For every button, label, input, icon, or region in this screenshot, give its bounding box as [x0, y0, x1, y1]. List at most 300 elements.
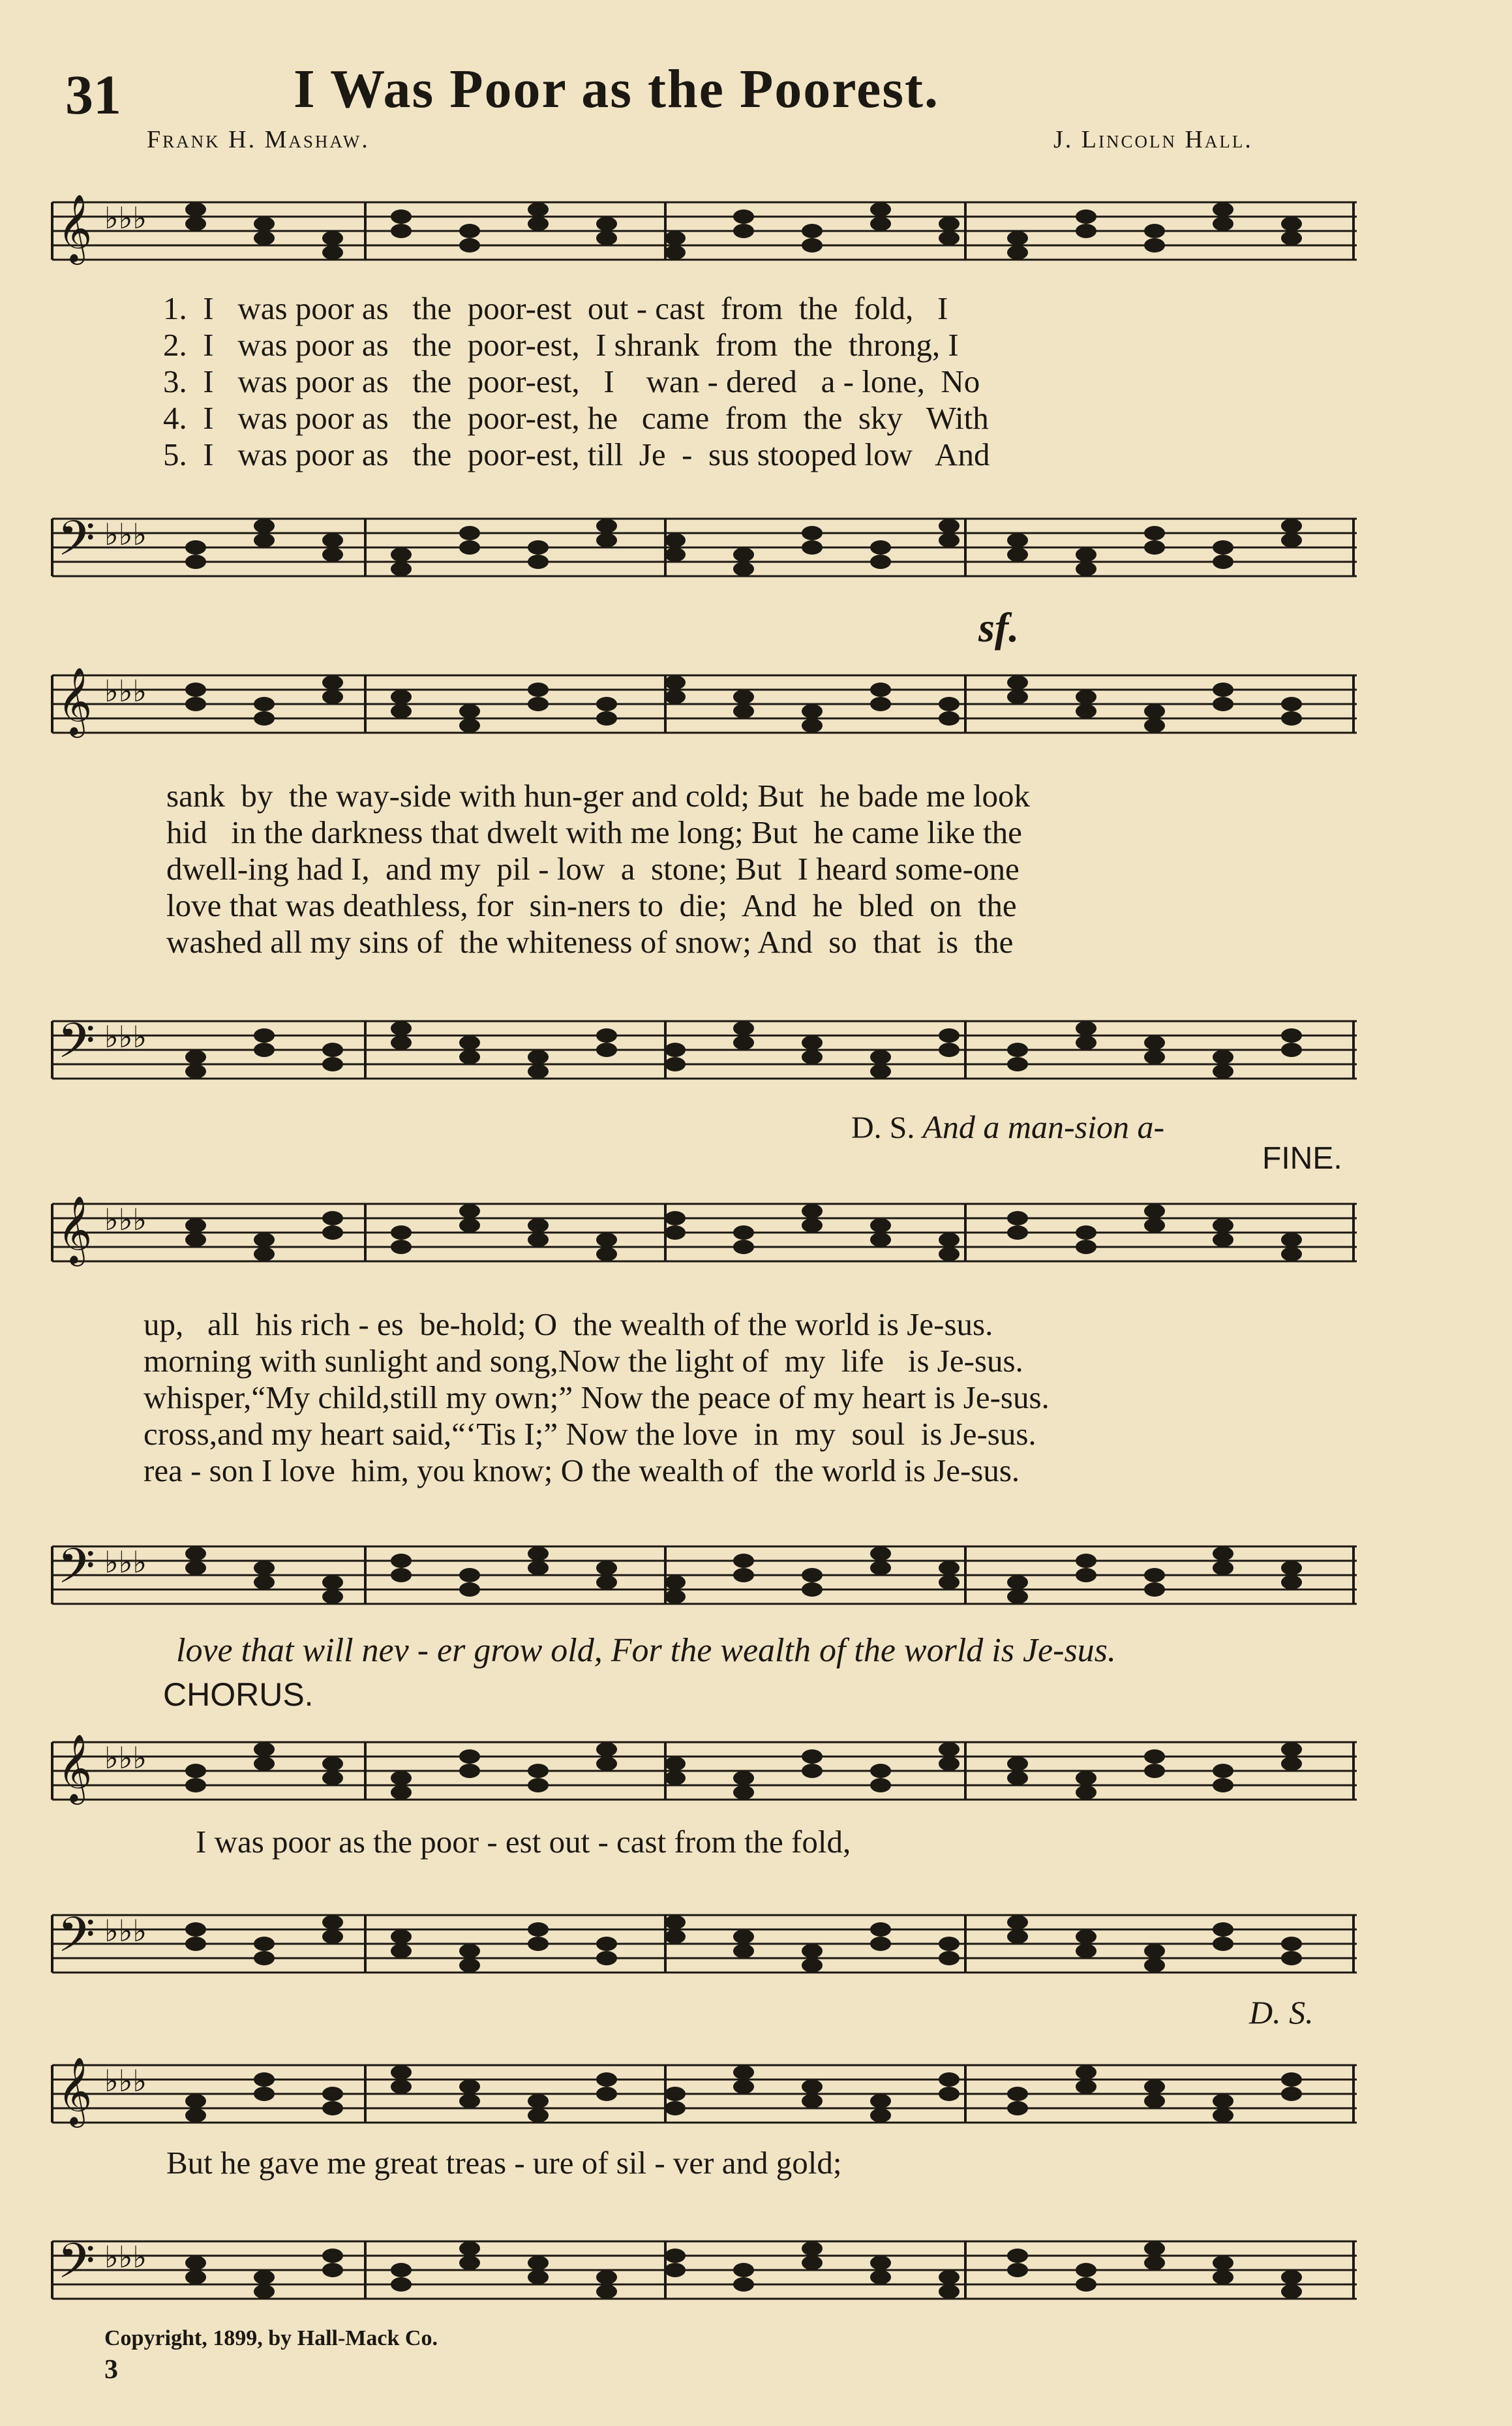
note-head: [322, 2101, 343, 2115]
fine-mark: FINE.: [1262, 1141, 1342, 1176]
note-head: [459, 1582, 480, 1597]
note-head: [870, 2094, 891, 2108]
note-head: [459, 1749, 480, 1764]
note-head: [528, 2108, 549, 2123]
note-head: [391, 1929, 412, 1944]
verse-1-line-3: up, all his rich - es be-hold; O the wealth of the world is Je-sus.: [144, 1306, 993, 1342]
verse-3-line-1: 3. I was poor as the poor-est, I wan - dered a - lone, No: [163, 363, 980, 399]
note-head: [185, 2270, 206, 2284]
note-head: [254, 1561, 275, 1575]
key-signature-flats-icon: ♭♭♭: [104, 673, 147, 709]
verses-block-3: [144, 1308, 1050, 1491]
note-head: [185, 202, 206, 217]
note-head: [322, 1915, 343, 1929]
note-head: [870, 683, 891, 697]
note-head: [939, 1233, 960, 1247]
note-head: [1213, 697, 1233, 711]
note-head: [254, 1937, 275, 1951]
note-head: [528, 1546, 549, 1561]
note-head: [733, 547, 754, 562]
note-head: [528, 540, 549, 555]
note-head: [1213, 1561, 1233, 1575]
lyricist-credit: Frank H. Mashaw.: [147, 126, 370, 153]
note-head: [254, 2072, 275, 2087]
note-head: [802, 1036, 823, 1050]
note-head: [802, 718, 823, 733]
note-head: [322, 533, 343, 547]
note-head: [459, 718, 480, 733]
note-head: [1007, 231, 1028, 245]
note-head: [733, 1944, 754, 1958]
note-head: [802, 704, 823, 718]
note-head: [459, 526, 480, 540]
note-head: [322, 1043, 343, 1057]
note-head: [1076, 1568, 1096, 1582]
note-head: [322, 547, 343, 562]
note-head: [1281, 217, 1302, 231]
note-head: [528, 2270, 549, 2284]
note-head: [733, 1240, 754, 1254]
note-head: [391, 224, 412, 238]
note-head: [254, 1043, 275, 1057]
note-head: [1213, 1064, 1233, 1079]
key-signature-flats-icon: ♭♭♭: [104, 1913, 147, 1948]
note-head: [939, 2072, 960, 2087]
note-head: [802, 1218, 823, 1233]
note-head: [733, 1554, 754, 1568]
note-head: [1007, 2101, 1028, 2115]
note-head: [870, 697, 891, 711]
verses-block-1: [163, 292, 990, 475]
ds-end-mark: D. S.: [1249, 1994, 1314, 2031]
note-head: [391, 1771, 412, 1785]
note-head: [1144, 1582, 1165, 1597]
note-head: [939, 697, 960, 711]
note-head: [1076, 2065, 1096, 2080]
note-head: [802, 1749, 823, 1764]
note-head: [528, 1764, 549, 1778]
note-head: [1007, 1057, 1028, 1071]
note-head: [939, 1028, 960, 1043]
note-head: [1007, 1043, 1028, 1057]
note-head: [391, 562, 412, 576]
verse-5-line-2: washed all my sins of the whiteness of snow; And so that is the: [166, 924, 1014, 960]
note-head: [528, 1561, 549, 1575]
note-head: [322, 2263, 343, 2277]
note-head: [1144, 1568, 1165, 1582]
verse-1-line-2: sank by the way-side with hun-ger and cold; But he bade me look: [166, 778, 1031, 814]
note-head: [1281, 1028, 1302, 1043]
note-head: [391, 209, 412, 224]
note-head: [1076, 1225, 1096, 1240]
note-head: [185, 1050, 206, 1064]
note-head: [733, 1021, 754, 1036]
verse-3-line-3: whisper,“My child,still my own;” Now the peace of my heart is Je-sus.: [144, 1379, 1050, 1415]
note-head: [1144, 1050, 1165, 1064]
note-head: [322, 245, 343, 260]
refrain-italic-line: love that will nev - er grow old, For the wealth of the world is Je-sus.: [176, 1632, 1116, 1669]
ds-label: D. S.: [851, 1111, 915, 1145]
note-head: [1007, 2263, 1028, 2277]
verse-4-line-3: cross,and my heart said,“‘Tis I;” Now the love in my soul is Je-sus.: [144, 1416, 1036, 1452]
note-head: [1213, 2256, 1233, 2270]
note-head: [322, 2249, 343, 2263]
note-head: [1144, 224, 1165, 238]
note-head: [1007, 245, 1028, 260]
note-head: [1076, 1785, 1096, 1800]
note-head: [870, 1233, 891, 1247]
note-head: [322, 690, 343, 704]
note-head: [1007, 533, 1028, 547]
note-head: [1144, 2080, 1165, 2094]
note-head: [596, 2072, 617, 2087]
chorus-label: CHORUS.: [163, 1676, 314, 1713]
note-head: [528, 1937, 549, 1951]
note-head: [528, 1778, 549, 1792]
note-head: [1144, 704, 1165, 718]
note-head: [1281, 1561, 1302, 1575]
note-head: [1213, 555, 1233, 569]
note-head: [322, 1589, 343, 1604]
note-head: [665, 245, 686, 260]
note-head: [1281, 1233, 1302, 1247]
note-head: [391, 1021, 412, 1036]
note-head: [459, 2256, 480, 2270]
note-head: [254, 231, 275, 245]
note-head: [528, 683, 549, 697]
note-head: [391, 1225, 412, 1240]
note-head: [528, 697, 549, 711]
treble-clef-icon: 𝄞: [57, 1195, 93, 1264]
note-head: [870, 1064, 891, 1079]
note-head: [665, 231, 686, 245]
note-head: [1007, 1757, 1028, 1771]
verse-2-line-3: morning with sunlight and song,Now the light of my life is Je-sus.: [144, 1343, 1023, 1379]
note-head: [391, 704, 412, 718]
note-head: [870, 1922, 891, 1937]
note-head: [185, 1764, 206, 1778]
note-head: [733, 1771, 754, 1785]
note-head: [733, 1785, 754, 1800]
ds-lyric: And a man-sion a-: [922, 1109, 1165, 1145]
verses-block-2: [166, 780, 1030, 962]
note-head: [665, 1589, 686, 1604]
note-head: [1076, 1021, 1096, 1036]
note-head: [939, 1247, 960, 1261]
bass-staff-system-1: [52, 493, 1363, 597]
note-head: [322, 2087, 343, 2101]
note-head: [1076, 2277, 1096, 2292]
bass-clef-icon: 𝄢: [57, 2233, 95, 2301]
page-number: 3: [104, 2355, 118, 2385]
note-head: [733, 1225, 754, 1240]
note-head: [596, 1742, 617, 1757]
note-head: [870, 217, 891, 231]
chorus-lyric-1: I was poor as the poor - est out - cast from the fold,: [196, 1824, 851, 1860]
note-head: [1281, 2087, 1302, 2101]
note-head: [459, 2080, 480, 2094]
note-head: [939, 217, 960, 231]
note-head: [391, 1944, 412, 1958]
note-head: [870, 1778, 891, 1792]
note-head: [665, 547, 686, 562]
note-head: [802, 238, 823, 253]
note-head: [391, 2080, 412, 2094]
note-head: [1281, 1742, 1302, 1757]
note-head: [528, 1922, 549, 1937]
treble-staff-system-3: [52, 1178, 1363, 1282]
composer-credit: J. Lincoln Hall.: [1053, 126, 1253, 153]
note-head: [939, 711, 960, 726]
note-head: [459, 1204, 480, 1218]
note-head: [665, 675, 686, 690]
note-head: [939, 1937, 960, 1951]
note-head: [939, 1951, 960, 1965]
note-head: [665, 2249, 686, 2263]
note-head: [596, 1757, 617, 1771]
note-head: [1213, 1050, 1233, 1064]
note-head: [459, 2094, 480, 2108]
note-head: [1076, 209, 1096, 224]
note-head: [1281, 1247, 1302, 1261]
verse-4-line-1: 4. I was poor as the poor-est, he came from the sky With: [163, 400, 989, 436]
note-head: [1144, 1204, 1165, 1218]
note-head: [459, 1050, 480, 1064]
note-head: [939, 1742, 960, 1757]
note-head: [733, 209, 754, 224]
note-head: [322, 1225, 343, 1240]
note-head: [596, 711, 617, 726]
note-head: [665, 2263, 686, 2277]
bass-staff-system-3: [52, 1520, 1363, 1625]
note-head: [254, 1028, 275, 1043]
note-head: [1144, 540, 1165, 555]
note-head: [596, 2087, 617, 2101]
note-head: [1281, 231, 1302, 245]
note-head: [665, 1915, 686, 1929]
note-head: [939, 2284, 960, 2299]
note-head: [1144, 718, 1165, 733]
note-head: [733, 1036, 754, 1050]
note-head: [1076, 2080, 1096, 2094]
note-head: [254, 711, 275, 726]
note-head: [733, 704, 754, 718]
note-head: [185, 683, 206, 697]
note-head: [1007, 675, 1028, 690]
note-head: [185, 555, 206, 569]
note-head: [1076, 1929, 1096, 1944]
note-head: [254, 533, 275, 547]
note-head: [733, 2065, 754, 2080]
treble-staff-chorus-2: [52, 2039, 1363, 2143]
note-head: [459, 1944, 480, 1958]
note-head: [665, 533, 686, 547]
note-head: [391, 2065, 412, 2080]
note-head: [1076, 1036, 1096, 1050]
key-signature-flats-icon: ♭♭♭: [104, 1740, 147, 1775]
note-head: [1281, 711, 1302, 726]
note-head: [596, 697, 617, 711]
note-head: [870, 555, 891, 569]
note-head: [1076, 1554, 1096, 1568]
note-head: [1007, 1915, 1028, 1929]
note-head: [1281, 1575, 1302, 1589]
chorus-lyric-2: But he gave me great treas - ure of sil - ver and gold;: [166, 2145, 842, 2181]
note-head: [1281, 1951, 1302, 1965]
note-head: [391, 1568, 412, 1582]
note-head: [596, 1043, 617, 1057]
note-head: [1213, 1778, 1233, 1792]
note-head: [1007, 1929, 1028, 1944]
note-head: [185, 217, 206, 231]
note-head: [1007, 1575, 1028, 1589]
note-head: [1281, 519, 1302, 533]
note-head: [528, 217, 549, 231]
note-head: [254, 697, 275, 711]
note-head: [596, 217, 617, 231]
note-head: [1076, 690, 1096, 704]
note-head: [459, 704, 480, 718]
note-head: [596, 1247, 617, 1261]
note-head: [596, 2270, 617, 2284]
note-head: [1144, 238, 1165, 253]
note-head: [185, 2108, 206, 2123]
note-head: [733, 2263, 754, 2277]
note-head: [322, 1757, 343, 1771]
note-head: [1213, 1922, 1233, 1937]
note-head: [596, 1575, 617, 1589]
sforzando-mark: sf.: [978, 604, 1020, 651]
note-head: [1007, 547, 1028, 562]
note-head: [185, 1546, 206, 1561]
note-head: [1076, 562, 1096, 576]
note-head: [1007, 1771, 1028, 1785]
note-head: [459, 1218, 480, 1233]
treble-staff-system-1: [52, 176, 1363, 281]
note-head: [802, 1958, 823, 1973]
note-head: [870, 1561, 891, 1575]
note-head: [391, 1240, 412, 1254]
note-head: [391, 547, 412, 562]
note-head: [254, 1742, 275, 1757]
note-head: [322, 1211, 343, 1225]
note-head: [528, 2256, 549, 2270]
note-head: [802, 2256, 823, 2270]
note-head: [1076, 1771, 1096, 1785]
note-head: [1144, 2094, 1165, 2108]
note-head: [185, 1218, 206, 1233]
treble-clef-icon: 𝄞: [57, 667, 93, 735]
note-head: [254, 1757, 275, 1771]
note-head: [322, 1771, 343, 1785]
note-head: [733, 690, 754, 704]
note-head: [870, 540, 891, 555]
note-head: [1281, 697, 1302, 711]
note-head: [939, 1561, 960, 1575]
verse-5-line-1: 5. I was poor as the poor-est, till Je - sus stooped low And: [163, 437, 990, 472]
note-head: [665, 690, 686, 704]
note-head: [870, 1546, 891, 1561]
bass-clef-icon: 𝄢: [57, 1907, 95, 1975]
note-head: [459, 238, 480, 253]
note-head: [391, 2277, 412, 2292]
note-head: [185, 1922, 206, 1937]
note-head: [528, 1233, 549, 1247]
note-head: [254, 1233, 275, 1247]
ds-marker-label: [851, 1108, 1164, 1146]
note-head: [322, 1929, 343, 1944]
note-head: [1281, 2072, 1302, 2087]
bass-staff-chorus-1: [52, 1889, 1363, 1993]
note-head: [939, 533, 960, 547]
verse-5-line-3: rea - son I love him, you know; O the wealth of the world is Je-sus.: [144, 1452, 1020, 1488]
note-head: [1213, 1764, 1233, 1778]
note-head: [1076, 224, 1096, 238]
note-head: [802, 2080, 823, 2094]
key-signature-flats-icon: ♭♭♭: [104, 2239, 147, 2275]
note-head: [1144, 526, 1165, 540]
note-head: [1007, 2249, 1028, 2263]
note-head: [1007, 1589, 1028, 1604]
note-head: [459, 1764, 480, 1778]
note-head: [528, 202, 549, 217]
note-head: [1213, 1218, 1233, 1233]
note-head: [665, 2101, 686, 2115]
note-head: [665, 1771, 686, 1785]
note-head: [322, 1575, 343, 1589]
note-head: [802, 526, 823, 540]
note-head: [1281, 2270, 1302, 2284]
note-head: [802, 1050, 823, 1064]
verse-2-line-2: hid in the darkness that dwelt with me long; But he came like the: [166, 814, 1022, 850]
note-head: [1281, 1043, 1302, 1057]
note-head: [459, 1036, 480, 1050]
note-head: [391, 2263, 412, 2277]
note-head: [1007, 1211, 1028, 1225]
note-head: [596, 533, 617, 547]
note-head: [870, 2270, 891, 2284]
verse-3-line-2: dwell-ing had I, and my pil - low a stone; But I heard some-one: [166, 851, 1020, 887]
note-head: [1076, 1240, 1096, 1254]
note-head: [1076, 2263, 1096, 2277]
note-head: [322, 675, 343, 690]
note-head: [802, 224, 823, 238]
note-head: [528, 1218, 549, 1233]
note-head: [1144, 1218, 1165, 1233]
note-head: [1076, 1944, 1096, 1958]
note-head: [1144, 1944, 1165, 1958]
note-head: [802, 2241, 823, 2256]
note-head: [1076, 547, 1096, 562]
note-head: [665, 1043, 686, 1057]
note-head: [665, 1575, 686, 1589]
note-head: [254, 217, 275, 231]
note-head: [802, 1944, 823, 1958]
note-head: [254, 519, 275, 533]
note-head: [528, 555, 549, 569]
note-head: [459, 1568, 480, 1582]
note-head: [665, 2087, 686, 2101]
note-head: [939, 2270, 960, 2284]
note-head: [596, 1951, 617, 1965]
note-head: [733, 562, 754, 576]
hymn-number: 31: [65, 63, 121, 126]
note-head: [185, 1937, 206, 1951]
note-head: [665, 1757, 686, 1771]
note-head: [322, 231, 343, 245]
note-head: [254, 2284, 275, 2299]
note-head: [185, 1561, 206, 1575]
